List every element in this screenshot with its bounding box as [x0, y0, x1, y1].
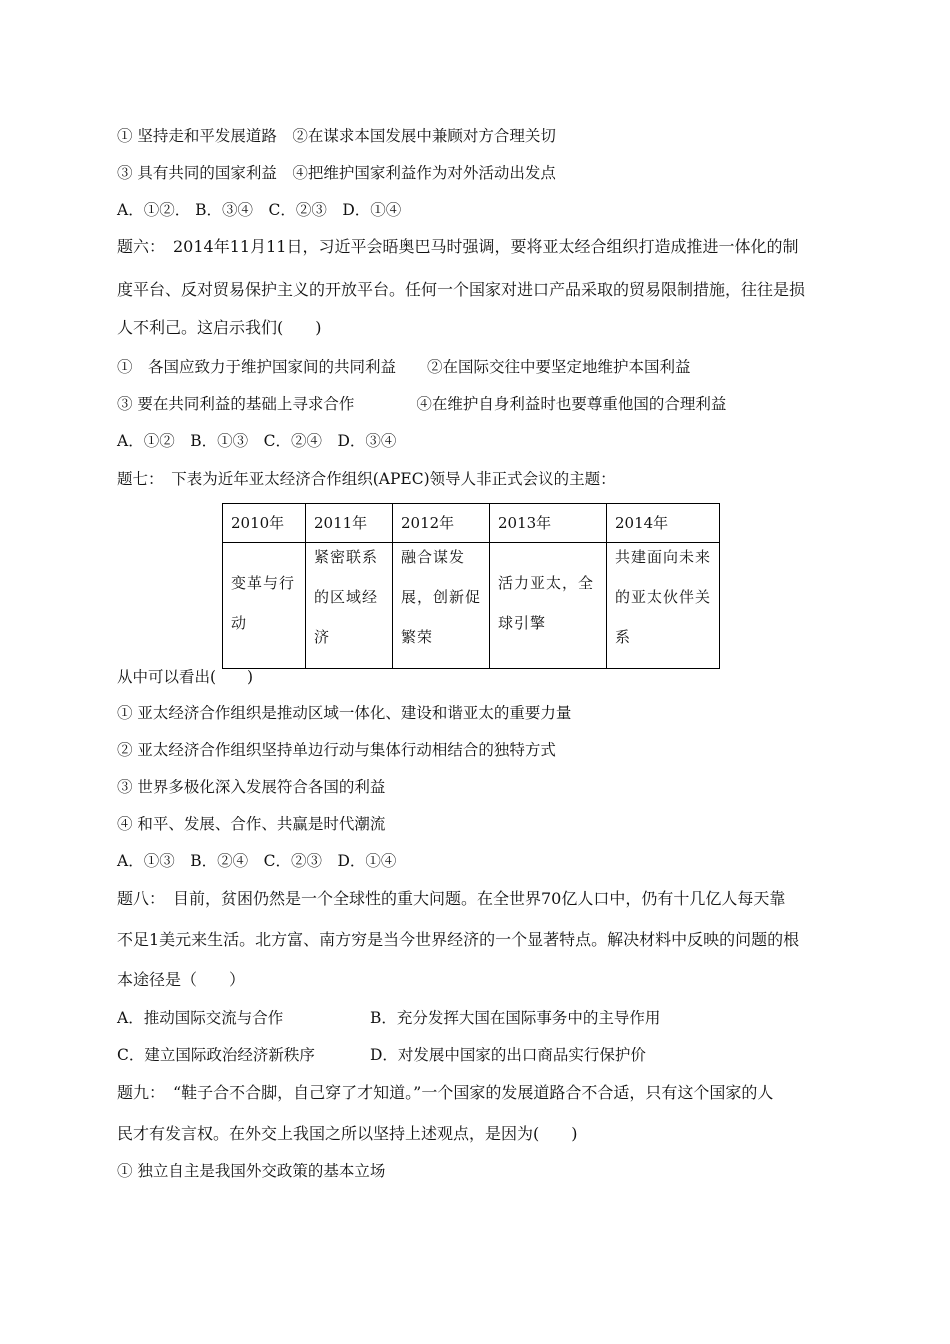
theme-text: 融合谋发展，创新促繁荣	[401, 548, 482, 646]
q7-options: A．①③ B．②④ C．②③ D．①④	[117, 852, 397, 870]
q7-item-2: ② 亚太经济合作组织坚持单边行动与集体行动相结合的独特方式	[117, 741, 556, 759]
table-theme-row	[223, 543, 720, 669]
q8-option-b: B．充分发挥大国在国际事务中的主导作用	[370, 1009, 661, 1027]
q8-stem-line-3: 本途径是（ ）	[117, 970, 246, 989]
q7-item-3: ③ 世界多极化深入发展符合各国的利益	[117, 778, 386, 796]
q9-stem-line-1: 题九： “鞋子合不合脚，自己穿了才知道。”一个国家的发展道路合不合适，只有这个国家的人	[117, 1083, 774, 1102]
q6-options: A．①② B．①③ C．②④ D．③④	[117, 432, 397, 450]
q6-stem-line-1: 题六： 2014年11月11日，习近平会晤奥巴马时强调，要将亚太经合组织打造成推进一体化的制	[117, 237, 799, 256]
theme-cell	[223, 543, 306, 669]
q5-item-3-4: ③ 具有共同的国家利益 ④把维护国家利益作为对外活动出发点	[117, 164, 556, 182]
year-cell: 2010年	[223, 504, 306, 543]
theme-cell	[607, 543, 720, 669]
year-cell: 2013年	[490, 504, 607, 543]
q8-option-d: D．对发展中国家的出口商品实行保护价	[370, 1046, 646, 1064]
year-cell: 2012年	[393, 504, 490, 543]
q6-item-3-4: ③ 要在共同利益的基础上寻求合作 ④在维护自身利益时也要尊重他国的合理利益	[117, 395, 727, 413]
q8-option-a: A．推动国际交流与合作	[117, 1009, 284, 1027]
q7-item-1: ① 亚太经济合作组织是推动区域一体化、建设和谐亚太的重要力量	[117, 704, 572, 722]
q8-stem-line-1: 题八： 目前，贫困仍然是一个全球性的重大问题。在全世界70亿人口中，仍有十几亿人每天靠	[117, 889, 786, 908]
apec-theme-table	[222, 503, 720, 669]
year-cell: 2014年	[607, 504, 720, 543]
q7-prompt: 从中可以看出( )	[117, 668, 254, 686]
q6-stem-line-3: 人不利己。这启示我们( )	[117, 318, 322, 337]
q9-item-1: ① 独立自主是我国外交政策的基本立场	[117, 1162, 386, 1180]
theme-text: 活力亚太，全球引擎	[498, 574, 595, 632]
q7-intro: 题七： 下表为近年亚太经济合作组织(APEC)领导人非正式会议的主题：	[117, 470, 616, 488]
q5-item-1-2: ① 坚持走和平发展道路 ②在谋求本国发展中兼顾对方合理关切	[117, 127, 556, 145]
theme-cell	[490, 543, 607, 669]
theme-cell	[393, 543, 490, 669]
q7-item-4: ④ 和平、发展、合作、共赢是时代潮流	[117, 815, 386, 833]
theme-cell	[306, 543, 393, 669]
theme-text: 共建面向未来的亚太伙伴关系	[615, 548, 712, 646]
q6-item-1-2: ① 各国应致力于维护国家间的共同利益 ②在国际交往中要坚定地维护本国利益	[117, 358, 691, 376]
theme-text: 变革与行动	[231, 574, 296, 632]
q9-stem-line-2: 民才有发言权。在外交上我国之所以坚持上述观点，是因为( )	[117, 1124, 578, 1143]
year-cell: 2011年	[306, 504, 393, 543]
q8-stem-line-2: 不足1美元来生活。北方富、南方穷是当今世界经济的一个显著特点。解决材料中反映的问题的根	[117, 930, 800, 949]
theme-text: 紧密联系的区域经济	[314, 548, 379, 646]
q5-options: A．①②． B．③④ C．②③ D．①④	[117, 201, 402, 219]
q8-option-c: C．建立国际政治经济新秩序	[117, 1046, 315, 1064]
q6-stem-line-2: 度平台、反对贸易保护主义的开放平台。任何一个国家对进口产品采取的贸易限制措施，往往是损	[117, 280, 806, 299]
